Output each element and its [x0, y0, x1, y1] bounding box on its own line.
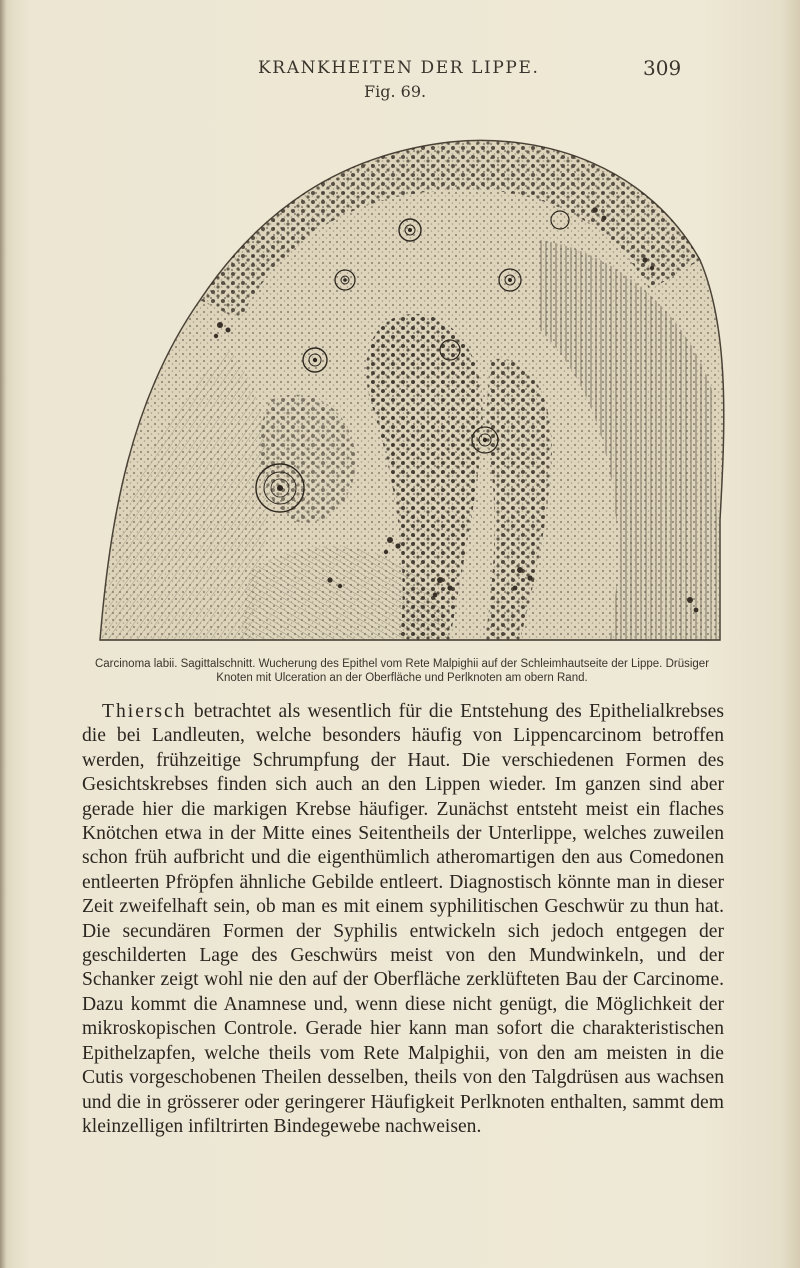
- running-title: KRANKHEITEN DER LIPPE.: [258, 58, 540, 78]
- figure-label: Fig. 69.: [364, 82, 427, 101]
- paragraph-body: betrachtet als wesentlich für die Entstehung des Epithelialkrebses die bei Landleuten, welche besonders häufig von Lippencarcinom betroffen werden, frühzeitige Schrumpfung der Haut. Die verschiedenen Formen des Gesichtskrebses finden sich auch an den Lippen wieder. Im ganzen sind aber gerade hier die markigen Krebse häufiger. Zunächst entsteht meist ein flaches Knötchen etwa in der Mitte eines Seitentheils der Unterlippe, welches zuweilen schon früh aufbricht und die eigenthümlich atheromartigen den aus Comedonen entleerten Pfröpfen ähnliche Gebilde entleert. Diagnostisch könnte man in dieser Zeit zweifelhaft sein, ob man es mit einem syphilitischen Geschwür zu thun hat. Die secundären Formen der Syphilis entwickeln sich jedoch entgegen der geschilderten Lage des Geschwürs meist von den Mundwinkeln, und der Schanker zeigt wohl nie den auf der Oberfläche zerklüfteten Bau der Carcinome. Dazu kommt die Anamnese und, wenn diese nicht genügt, die Möglichkeit der mikroskopischen Controle. Gerade hier kann man sofort die charakteristischen Epithelzapfen, welche theils vom Rete Malpighii, von den am meisten in die Cutis vorgeschobenen Theilen desselben, theils von den Talgdrüsen aus wachsen und die in grösserer oder geringerer Häufigkeit Perlknoten enthalten, sammt dem kleinzelligen infiltrirten Bindegewebe nachweisen.: [82, 701, 724, 1137]
- lip-section-drawing: [90, 100, 730, 655]
- histology-illustration: [90, 100, 730, 655]
- paragraph-text: [82, 700, 724, 1139]
- body-paragraph: [82, 700, 724, 1139]
- page-header: [0, 58, 800, 84]
- figure-caption: Carcinoma labii. Sagittalschnitt. Wucherung des Epithel vom Rete Malpighii auf der Schleimhautseite der Lippe. Drüsiger Knoten mit Ulceration an der Oberfläche und Perlknoten am obern Rand.: [94, 658, 710, 684]
- page-gutter-shadow: [0, 0, 6, 1268]
- author-name: Thiersch: [102, 701, 187, 722]
- page-number: 309: [643, 56, 682, 80]
